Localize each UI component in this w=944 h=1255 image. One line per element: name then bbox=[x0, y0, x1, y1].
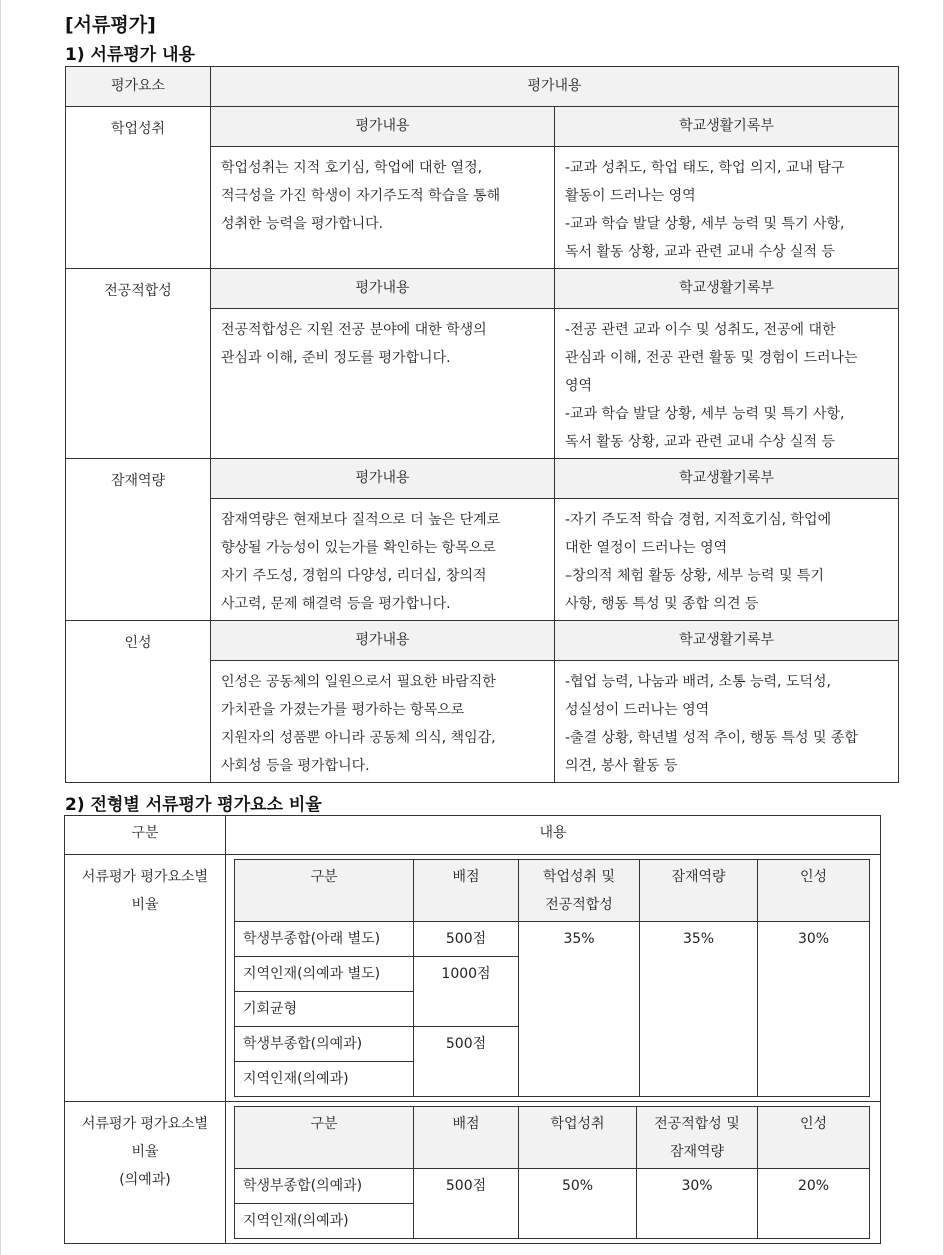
ratio-table bbox=[64, 815, 881, 1244]
sub-header-record: 학교생활기록부 bbox=[555, 459, 899, 499]
header-element: 평가요소 bbox=[66, 67, 211, 107]
block2-label: 서류평가 평가요소별 비율 (의예과) bbox=[65, 1102, 226, 1244]
sub-header-content: 평가내용 bbox=[211, 621, 555, 661]
score-value: 1000점 bbox=[414, 957, 519, 1027]
element-cell: 인성 bbox=[66, 621, 211, 783]
table1-header-row bbox=[66, 67, 899, 107]
table-row bbox=[235, 1169, 870, 1204]
evaluation-content-table bbox=[65, 66, 899, 783]
track-name: 학생부종합(의예과) bbox=[235, 1027, 414, 1062]
track-name: 지역인재(의예과 별도) bbox=[235, 957, 414, 992]
score-value: 500점 bbox=[414, 1169, 519, 1239]
header-type: 구분 bbox=[65, 816, 226, 855]
page-heading: [서류평가] bbox=[65, 14, 156, 36]
block2-header-score: 배점 bbox=[414, 1107, 519, 1169]
block1-header-type: 구분 bbox=[235, 860, 414, 922]
block1-container bbox=[226, 855, 881, 1102]
record-cell: -협업 능력, 나눔과 배려, 소통 능력, 도덕성, 성실성이 드러나는 영역 -출결 상황, 학년별 성적 추이, 행동 특성 및 종합 의견, 봉사 활동 등 bbox=[555, 661, 899, 783]
ratio-value: 30% bbox=[758, 922, 870, 1097]
header-content: 평가내용 bbox=[211, 67, 899, 107]
content-cell: 전공적합성은 지원 전공 분야에 대한 학생의 관심과 이해, 준비 정도를 평가합니다. bbox=[211, 309, 555, 459]
ratio-value: 20% bbox=[758, 1169, 870, 1239]
block1-header-score: 배점 bbox=[414, 860, 519, 922]
ratio-value: 35% bbox=[640, 922, 758, 1097]
block1-header-c3: 인성 bbox=[758, 860, 870, 922]
sub-header-content: 평가내용 bbox=[211, 459, 555, 499]
block2-header-c3: 인성 bbox=[758, 1107, 870, 1169]
content-cell: 학업성취는 지적 호기심, 학업에 대한 열정, 적극성을 가진 학생이 자기주도적 학습을 통해 성취한 능력을 평가합니다. bbox=[211, 147, 555, 269]
element-cell: 전공적합성 bbox=[66, 269, 211, 459]
ratio-value: 30% bbox=[637, 1169, 758, 1239]
section1-title: 1) 서류평가 내용 bbox=[65, 45, 195, 65]
score-value: 500점 bbox=[414, 1027, 519, 1097]
block2-header-row bbox=[235, 1107, 870, 1169]
table2-header-row bbox=[65, 816, 881, 855]
record-cell: -전공 관련 교과 이수 및 성취도, 전공에 대한 관심과 이해, 전공 관련 활동 및 경험이 드러나는 영역 -교과 학습 발달 상황, 세부 능력 및 특기 사항, 독서 활동 상황, 교과 관련 교내 수상 실적 등 bbox=[555, 309, 899, 459]
block1-label: 서류평가 평가요소별 비율 bbox=[65, 855, 226, 1102]
block1-header-row bbox=[235, 860, 870, 922]
track-name: 지역인재(의예과) bbox=[235, 1204, 414, 1239]
block1-ratio-table bbox=[234, 859, 870, 1097]
block1-header-c1: 학업성취 및 전공적합성 bbox=[519, 860, 640, 922]
ratio-value: 50% bbox=[519, 1169, 637, 1239]
track-name: 기회균형 bbox=[235, 992, 414, 1027]
content-cell: 잠재역량은 현재보다 질적으로 더 높은 단계로 향상될 가능성이 있는가를 확인하는 항목으로 자기 주도성, 경험의 다양성, 리더십, 창의적 사고력, 문제 해결력 등을 평가합니다. bbox=[211, 499, 555, 621]
sub-header-record: 학교생활기록부 bbox=[555, 621, 899, 661]
section2-title: 2) 전형별 서류평가 평가요소 비율 bbox=[65, 795, 322, 815]
element-cell: 학업성취 bbox=[66, 107, 211, 269]
block2-ratio-table bbox=[234, 1106, 870, 1239]
track-name: 학생부종합(아래 별도) bbox=[235, 922, 414, 957]
block2-header-type: 구분 bbox=[235, 1107, 414, 1169]
block1-header-c2: 잠재역량 bbox=[640, 860, 758, 922]
header-content: 내용 bbox=[226, 816, 881, 855]
element-cell: 잠재역량 bbox=[66, 459, 211, 621]
content-cell: 인성은 공동체의 일원으로서 필요한 바람직한 가치관을 가졌는가를 평가하는 항목으로 지원자의 성품뿐 아니라 공동체 의식, 책임감, 사회성 등을 평가합니다. bbox=[211, 661, 555, 783]
track-name: 학생부종합(의예과) bbox=[235, 1169, 414, 1204]
ratio-value: 35% bbox=[519, 922, 640, 1097]
block2-container bbox=[226, 1102, 881, 1244]
sub-header-content: 평가내용 bbox=[211, 269, 555, 309]
record-cell: -자기 주도적 학습 경험, 지적호기심, 학업에 대한 열정이 드러나는 영역 –창의적 체험 활동 상황, 세부 능력 및 특기 사항, 행동 특성 및 종합 의견 등 bbox=[555, 499, 899, 621]
sub-header-content: 평가내용 bbox=[211, 107, 555, 147]
table-row bbox=[235, 922, 870, 957]
score-value: 500점 bbox=[414, 922, 519, 957]
page-left-border bbox=[0, 0, 1, 1255]
track-name: 지역인재(의예과) bbox=[235, 1062, 414, 1097]
record-cell: -교과 성취도, 학업 태도, 학업 의지, 교내 탐구 활동이 드러나는 영역 -교과 학습 발달 상황, 세부 능력 및 특기 사항, 독서 활동 상황, 교과 관련 교내 수상 실적 등 bbox=[555, 147, 899, 269]
block2-header-c2: 전공적합성 및 잠재역량 bbox=[637, 1107, 758, 1169]
sub-header-record: 학교생활기록부 bbox=[555, 107, 899, 147]
sub-header-record: 학교생활기록부 bbox=[555, 269, 899, 309]
block2-header-c1: 학업성취 bbox=[519, 1107, 637, 1169]
